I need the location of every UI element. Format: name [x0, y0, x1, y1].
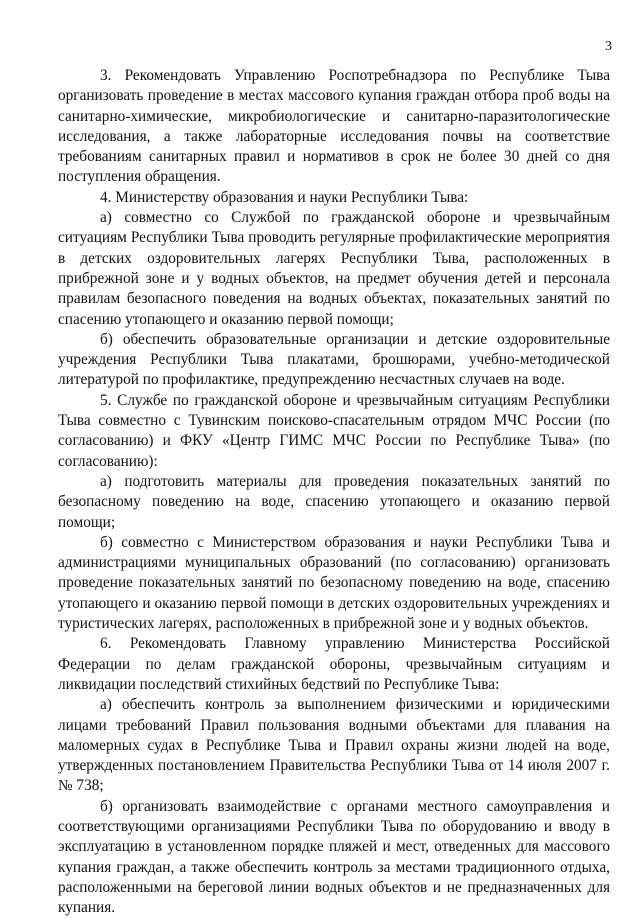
paragraph-6-emercom-directorate: 6. Рекомендовать Главному управлению Министерства Российской Федерации по делам гражданской обороны, чрезвычайным ситуациям и ликвидации последствий стихийных бедствий по Республике Тыва:	[58, 635, 610, 693]
page-number: 3	[605, 39, 612, 54]
paragraph-3-rospotrebnadzor: 3. Рекомендовать Управлению Роспотребнадзора по Республике Тыва организовать проведение в местах массового купания граждан отбора проб воды на санитарно-химические, микробиологические и санитарно-паразитологические исследования, а также лабораторные исследования почвы на соответствие требованиям санитарных правил и нормативов в срок не более 30 дней со дня поступления обращения.	[58, 67, 610, 186]
paragraph-4b-posters-brochures: б) обеспечить образовательные организации и детские оздоровительные учреждения Республики Тыва плакатами, брошюрами, учебно-методической литературой по профилактике, предупреждению несчастных случаев на воде.	[58, 330, 610, 389]
paragraph-4-ministry-education: 4. Министерству образования и науки Республики Тыва:	[100, 188, 469, 206]
paragraph-4a-preventive-measures: а) совместно со Службой по гражданской обороне и чрезвычайным ситуациям Республики Тыва проводить регулярные профилактические мероприятия в детских оздоровительных лагерях Республики Тыва, расположенных в прибрежной зоне и у водных объектов, на предмет обучения детей и персонала правилам безопасного поведения на водных объектах, показательных занятий по спасению утопающего и оказанию первой помощи;	[58, 209, 610, 328]
paragraph-6b-beaches-cooperation: б) организовать взаимодействие с органами местного самоуправления и соответствующими организациями Республики Тыва по оборудованию и вводу в эксплуатацию в установленном порядке пляжей и мест, отведенных для массового купания граждан, а также обеспечить контроль за местами традиционного отдыха, расположенными на береговой линии водных объектов и не предназначенных для купания.	[58, 797, 610, 917]
paragraph-6a-control-rules: а) обеспечить контроль за выполнением физическими и юридическими лицами требований Правил пользования водными объектами для плавания на маломерных судах в Республике Тыва и Правил охраны жизни людей на воде, утвержденных постановлением Правительства Республики Тыва от 14 июля 2007 г. № 738;	[58, 696, 610, 795]
paragraph-5b-demonstration-classes: б) совместно с Министерством образования и науки Республики Тыва и администрациями муниципальных образований (по согласованию) организовать проведение показательных занятий по безопасному поведению на воде, спасению утопающего и оказанию первой помощи в детских оздоровительных учреждениях и туристических лагерях, расположенных в прибрежной зоне и у водных объектов.	[58, 533, 610, 633]
document-body	[58, 66, 610, 918]
paragraph-5-civil-defense-service: 5. Службе по гражданской обороне и чрезвычайным ситуациям Республики Тыва совместно с Тувинским поисково-спасательным отрядом МЧС России (по согласованию) и ФКУ «Центр ГИМС МЧС России по Республике Тыва» (по согласованию):	[58, 391, 610, 470]
paragraph-5a-prepare-materials: а) подготовить материалы для проведения показательных занятий по безопасному поведению на воде, спасению утопающего и оказанию первой помощи;	[58, 472, 610, 531]
